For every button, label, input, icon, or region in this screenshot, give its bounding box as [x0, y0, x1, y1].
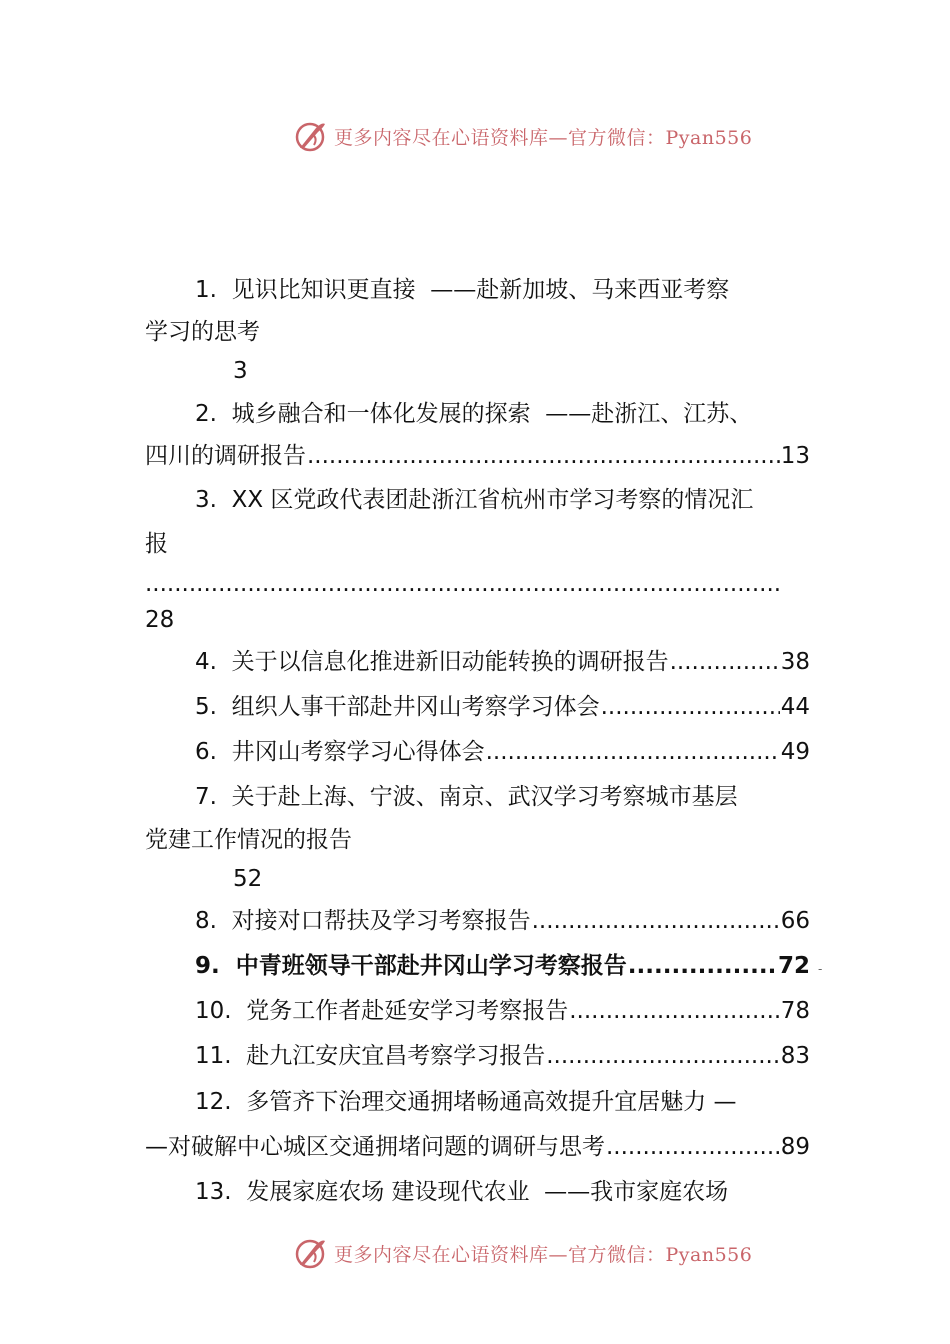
toc-entry-7-continuation: 党建工作情况的报告 — [145, 827, 352, 853]
leader-dots — [601, 689, 780, 725]
page-number: 78 — [780, 998, 810, 1024]
toc-entry-4[interactable]: 4. 关于以信息化推进新旧动能转换的调研报告 ..... 38 — [145, 644, 810, 680]
page-number: 89 — [780, 1134, 810, 1160]
toc-entry-8[interactable]: 8. 对接对口帮扶及学习考察报告 ..... 66 — [145, 903, 810, 939]
leader-dots — [307, 438, 780, 474]
toc-entry-2-continuation: 四川的调研报告 ..... 13 — [145, 438, 810, 474]
watermark-text: 更多内容尽在心语资料库—官方微信：Pyan556 — [334, 1243, 753, 1266]
toc-entry-3-page: 28 — [145, 607, 175, 633]
quill-pen-circle-logo — [292, 118, 328, 154]
toc-entry-1-continuation: 学习的思考 — [145, 319, 260, 345]
toc-entry-3[interactable]: 3. XX 区党政代表团赴浙江省杭州市学习考察的情况汇 — [195, 487, 754, 513]
toc-entry-12-continuation: —对破解中心城区交通拥堵问题的调研与思考 ..... 89 — [145, 1129, 810, 1165]
watermark-banner-bottom — [292, 1233, 812, 1273]
toc-entry-3-continuation: 报 — [145, 531, 168, 557]
page-number: 66 — [780, 908, 810, 934]
page-number: 44 — [780, 694, 810, 720]
toc-entry-1[interactable]: 1. 见识比知识更直接 ——赴新加坡、马来西亚考察 — [195, 277, 730, 303]
leader-dots — [145, 566, 779, 602]
toc-entry-2[interactable]: 2. 城乡融合和一体化发展的探索 ——赴浙江、江苏、 — [195, 401, 753, 427]
leader-dots — [628, 948, 777, 984]
page-number: 38 — [780, 649, 810, 675]
side-mark: - — [818, 962, 823, 976]
leader-dots — [546, 1038, 780, 1074]
toc-entry-7[interactable]: 7. 关于赴上海、宁波、南京、武汉学习考察城市基层 — [195, 784, 738, 810]
page-number: 72 — [777, 953, 810, 979]
leader-dots — [569, 993, 780, 1029]
page-number: 49 — [780, 739, 810, 765]
page-number: 13 — [780, 443, 810, 469]
quill-pen-circle-logo — [292, 1235, 328, 1271]
toc-entry-7-page: 52 — [233, 866, 263, 892]
watermark-banner-top — [292, 116, 812, 156]
page-number: 83 — [780, 1043, 810, 1069]
toc-entry-1-page: 3 — [233, 358, 248, 384]
watermark-text: 更多内容尽在心语资料库—官方微信：Pyan556 — [334, 126, 753, 149]
toc-entry-5[interactable]: 5. 组织人事干部赴井冈山考察学习体会 ..... 44 — [145, 689, 810, 725]
leader-dots — [606, 1129, 780, 1165]
toc-entry-6[interactable]: 6. 井冈山考察学习心得体会 ..... 49 — [145, 734, 810, 770]
leader-dots — [532, 903, 780, 939]
toc-entry-11[interactable]: 11. 赴九江安庆宜昌考察学习报告 ..... 83 — [145, 1038, 810, 1074]
leader-dots — [670, 644, 780, 680]
toc-entry-10[interactable]: 10. 党务工作者赴延安学习考察报告 ..... 78 — [145, 993, 810, 1029]
toc-entry-12[interactable]: 12. 多管齐下治理交通拥堵畅通高效提升宜居魅力 — — [195, 1089, 737, 1115]
leader-dots — [486, 734, 780, 770]
toc-entry-9[interactable]: 9. 中青班领导干部赴井冈山学习考察报告 ..... 72 — [145, 948, 810, 984]
toc-entry-13[interactable]: 13. 发展家庭农场 建设现代农业 ——我市家庭农场 — [195, 1179, 729, 1205]
